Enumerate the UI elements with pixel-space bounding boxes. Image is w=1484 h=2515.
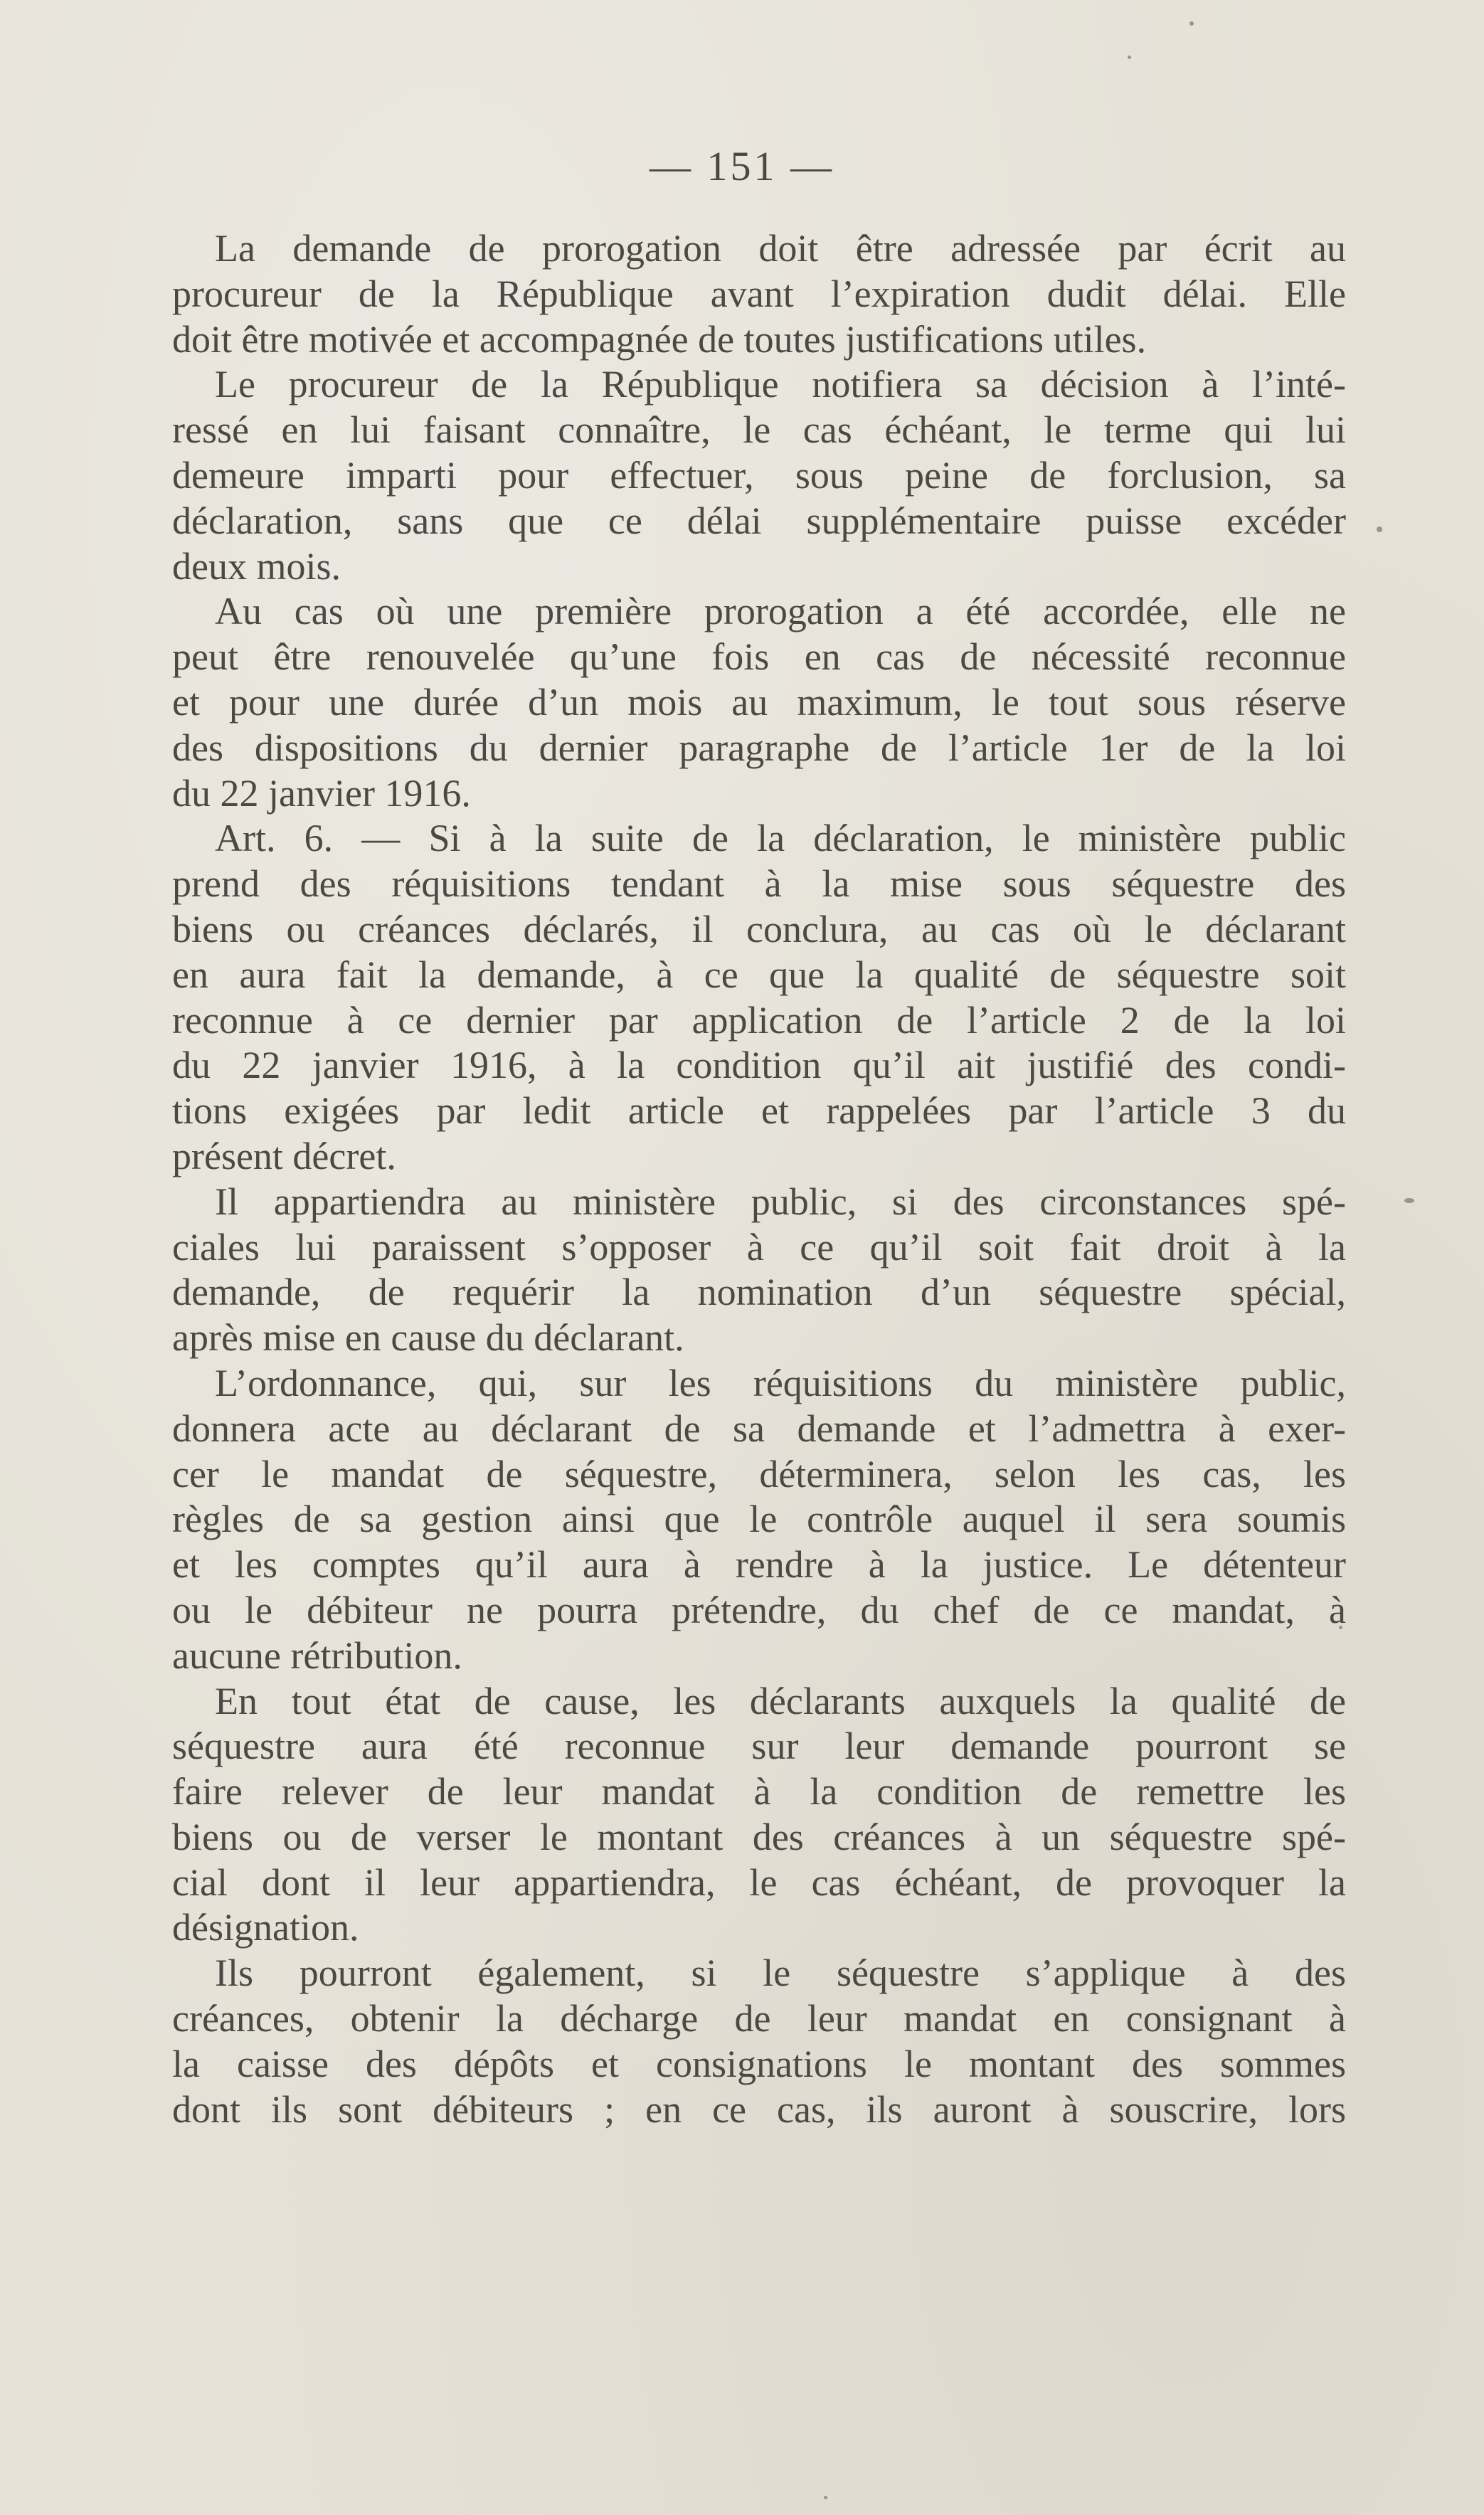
text-line: Art. 6. — Si à la suite de la déclaration, le ministère public bbox=[215, 817, 1346, 860]
text-line: donnera acte au déclarant de sa demande et l’admettra à exer- bbox=[172, 1407, 1346, 1450]
text-line: ciales lui paraissent s’opposer à ce qu’il soit fait droit à la bbox=[172, 1225, 1346, 1269]
text-line: aucune rétribution. bbox=[172, 1634, 462, 1677]
text-line: biens ou créances déclarés, il conclura, au cas où le déclarant bbox=[172, 907, 1346, 951]
body-text bbox=[172, 226, 1346, 2132]
text-line: La demande de prorogation doit être adressée par écrit au bbox=[215, 227, 1346, 270]
text-line: et pour une durée d’un mois au maximum, le tout sous réserve bbox=[172, 680, 1346, 724]
text-line: procureur de la République avant l’expiration dudit délai. Elle bbox=[172, 272, 1346, 315]
paper-speck bbox=[1128, 55, 1131, 59]
paper-speck bbox=[1404, 1198, 1414, 1203]
text-line: demeure imparti pour effectuer, sous peine de forclusion, sa bbox=[172, 453, 1346, 497]
text-line: L’ordonnance, qui, sur les réquisitions du ministère public, bbox=[215, 1361, 1346, 1404]
paper-speck bbox=[1377, 526, 1382, 532]
text-line: présent décret. bbox=[172, 1134, 396, 1177]
text-line: après mise en cause du déclarant. bbox=[172, 1316, 684, 1360]
text-line: et les comptes qu’il aura à rendre à la justice. Le détenteur bbox=[172, 1543, 1346, 1587]
text-line: tions exigées par ledit article et rappelées par l’article 3 du bbox=[172, 1089, 1346, 1133]
text-line: deux mois. bbox=[172, 544, 341, 588]
text-line: demande, de requérir la nomination d’un séquestre spécial, bbox=[172, 1271, 1346, 1314]
text-line: En tout état de cause, les déclarants auxquels la qualité de bbox=[215, 1679, 1346, 1722]
text-line: reconnue à ce dernier par application de l’article 2 de la loi bbox=[172, 998, 1346, 1042]
text-line: cial dont il leur appartiendra, le cas échéant, de provoquer la bbox=[172, 1860, 1346, 1904]
paper-speck bbox=[1189, 21, 1194, 26]
text-line: désignation. bbox=[172, 1906, 359, 1949]
text-line: Ils pourront également, si le séquestre s’applique à des bbox=[215, 1952, 1346, 1995]
text-line: peut être renouvelée qu’une fois en cas de nécessité reconnue bbox=[172, 635, 1346, 679]
page-number: — 151 — bbox=[650, 143, 834, 189]
text-line: ressé en lui faisant connaître, le cas échéant, le terme qui lui bbox=[172, 408, 1346, 452]
text-line: du 22 janvier 1916. bbox=[172, 771, 471, 815]
text-line: séquestre aura été reconnue sur leur demande pourront se bbox=[172, 1725, 1346, 1768]
text-line: Il appartiendra au ministère public, si des circonstances spé- bbox=[215, 1180, 1346, 1223]
text-line: biens ou de verser le montant des créances à un séquestre spé- bbox=[172, 1815, 1346, 1858]
text-line: règles de sa gestion ainsi que le contrôle auquel il sera soumis bbox=[172, 1498, 1346, 1541]
text-line: Au cas où une première prorogation a été accordée, elle ne bbox=[215, 590, 1346, 633]
paper-speck bbox=[824, 2496, 827, 2499]
text-line: Le procureur de la République notifiera sa décision à l’inté- bbox=[215, 363, 1346, 406]
text-line: en aura fait la demande, à ce que la qualité de séquestre soit bbox=[172, 953, 1346, 996]
text-line: prend des réquisitions tendant à la mise sous séquestre des bbox=[172, 862, 1346, 906]
text-line: dont ils sont débiteurs ; en ce cas, ils auront à souscrire, lors bbox=[172, 2087, 1346, 2131]
text-line: la caisse des dépôts et consignations le montant des sommes bbox=[172, 2042, 1346, 2085]
text-line: créances, obtenir la décharge de leur mandat en consignant à bbox=[172, 1997, 1346, 2040]
text-line: déclaration, sans que ce délai supplémentaire puisse excéder bbox=[172, 499, 1346, 542]
text-line: des dispositions du dernier paragraphe de l’article 1er de la loi bbox=[172, 726, 1346, 769]
text-line: ou le débiteur ne pourra prétendre, du chef de ce mandat, à bbox=[172, 1588, 1346, 1631]
text-line: doit être motivée et accompagnée de toutes justifications utiles. bbox=[172, 317, 1147, 361]
text-line: cer le mandat de séquestre, déterminera, selon les cas, les bbox=[172, 1452, 1346, 1495]
text-line: faire relever de leur mandat à la condition de remettre les bbox=[172, 1770, 1346, 1814]
text-line: du 22 janvier 1916, à la condition qu’il ait justifié des condi- bbox=[172, 1044, 1346, 1087]
